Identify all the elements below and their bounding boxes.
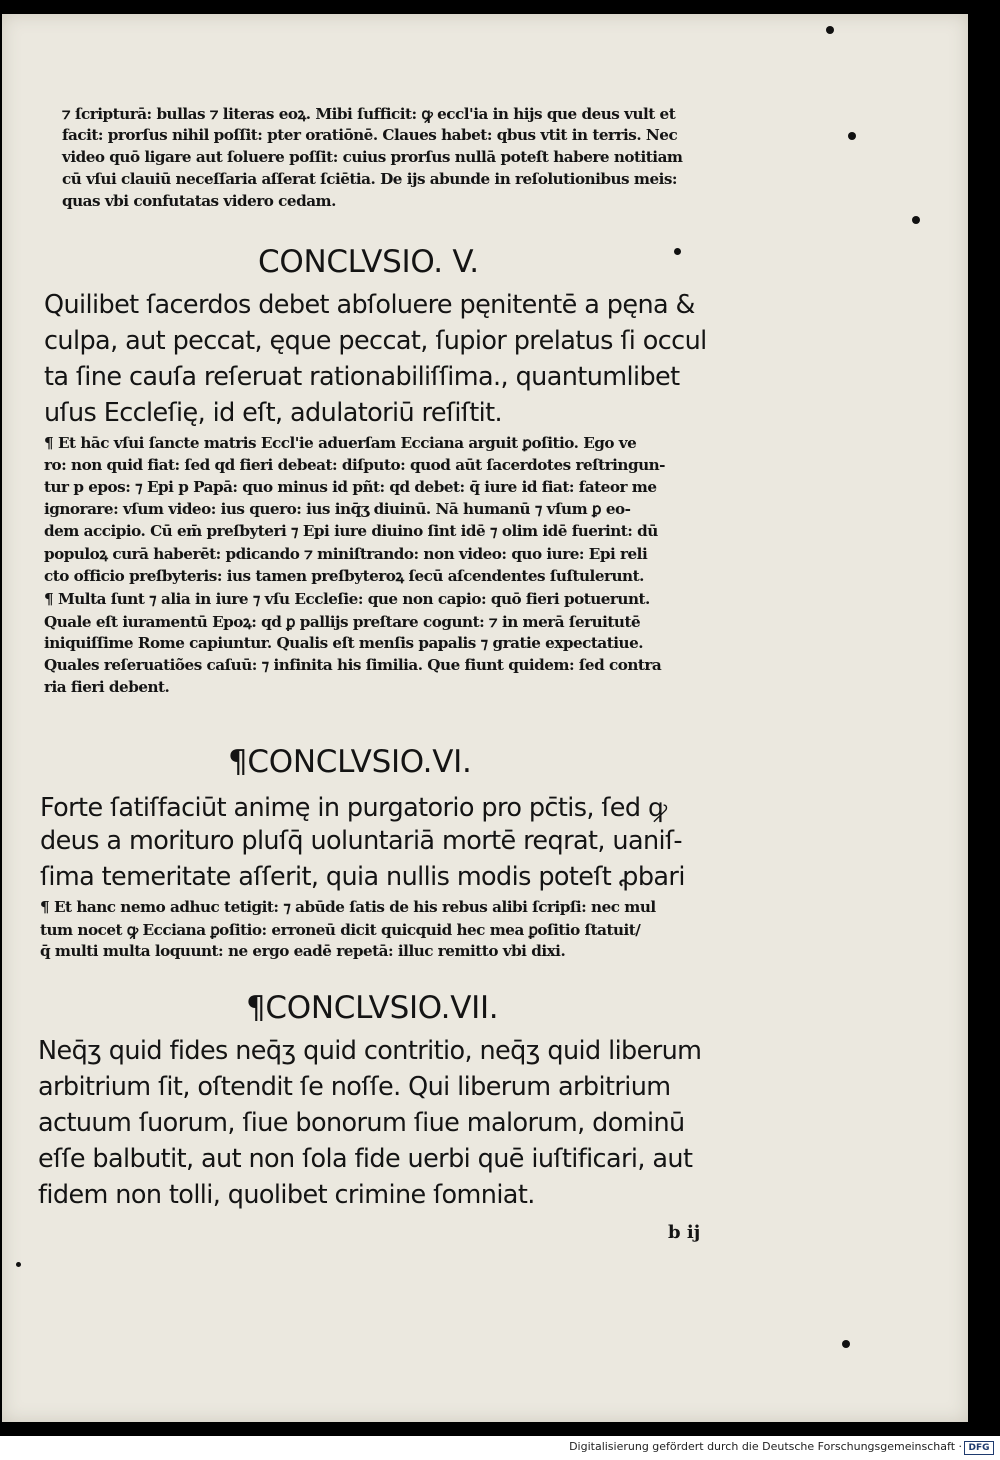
text-line: ro: non quid fiat: ſed qd fieri debeat: diſputo: quod aūt ſacerdotes reſtringun- bbox=[44, 456, 665, 474]
text-line: fidem non tolli, quolibet crimine ſomniat. bbox=[38, 1180, 535, 1210]
page-speck bbox=[826, 26, 834, 34]
text-line: video quō ligare aut ſoluere poſſit: cuius prorſus nullā poteſt habere notitiam bbox=[62, 148, 683, 166]
text-line: populoꝝ curā haberēt: pdicando ⁊ miniſtrando: non video: quo iure: Epi reli bbox=[44, 545, 648, 563]
text-line: Quales reſeruatiões caſuū: ⁊ infinita his ſimilia. Que fiunt quidem: ſed contra bbox=[44, 656, 662, 674]
text-line: actuum ſuorum, ſiue bonorum ſiue malorum, dominū bbox=[38, 1108, 685, 1138]
text-line: cū vſui clauiū neceſſaria aſſerat ſciētia. De ijs abunde in reſolutionibus meis: bbox=[62, 170, 678, 188]
text-line: dem accipio. Cū em̄ preſbyteri ⁊ Epi iure diuino ſint idē ⁊ olim idē fuerint: dū bbox=[44, 522, 658, 540]
footer-credit: Digitalisierung gefördert durch die Deutsche Forschungsgemeinschaft · bbox=[569, 1440, 962, 1453]
text-line: ¶ Et hanc nemo adhuc tetigit: ⁊ abūde ſatis de his rebus alibi ſcripſi: nec mul bbox=[40, 898, 656, 916]
text-line: cto officio preſbyteris: ius tamen preſbyteroꝝ ſecū aſcendentes ſuſtulerunt. bbox=[44, 567, 644, 585]
text-line: ¶ Multa ſunt ⁊ alia in iure ⁊ vſu Eccleſie: que non capio: quō fieri potuerunt. bbox=[44, 590, 650, 608]
dfg-logo-icon: DFG bbox=[964, 1441, 994, 1455]
text-line: iniquiſſime Rome capiuntur. Qualis eſt menſis papalis ⁊ gratie expectatiue. bbox=[44, 634, 644, 652]
text-line: ¶ Et hāc vſui ſancte matris Eccl'ie aduerſam Ecciana arguit ꝑoſitio. Ego ve bbox=[44, 434, 637, 452]
text-line: Forte ſatiſfaciūt animę in purgatorio pro pc̄tis, ſed ꝙ bbox=[40, 793, 667, 823]
text-line: tum nocet ꝙ Ecciana ꝑoſitio: erroneū dicit quicquid hec mea ꝑoſitio ſtatuit/ bbox=[40, 921, 641, 939]
conclusio-heading: ¶CONCLVSIO.VI. bbox=[228, 744, 472, 780]
text-line: deus a morituro pluſq̄ uoluntariā mortē reqrat, uaniſ- bbox=[40, 826, 683, 856]
text-line: tur p epos: ⁊ Epi p Papā: quo minus id pñt: qd debet: q̄ iure id fiat: fateor me bbox=[44, 478, 657, 496]
text-line: facit: prorſus nihil poſſit: pter oratiōnē. Claues habet: qbus vtit in terris. Nec bbox=[62, 126, 678, 144]
text-line: culpa, aut peccat, ęque peccat, ſupior prelatus ſi occul bbox=[44, 326, 707, 356]
page-speck bbox=[674, 248, 681, 255]
text-line: q̄ multi multa loquunt: ne ergo eadē repetā: illuc remitto vbi dixi. bbox=[40, 942, 566, 960]
signature-mark: b ij bbox=[668, 1222, 701, 1243]
page-speck bbox=[16, 1262, 21, 1267]
book-page bbox=[2, 14, 968, 1422]
text-line: ta ſine cauſa reſeruat rationabiliſſima., quantumlibet bbox=[44, 362, 680, 392]
text-line: Quilibet ſacerdos debet abſoluere pęnitentē a pęna & bbox=[44, 290, 695, 320]
text-line: ⁊ ſcripturā: bullas ⁊ literas eoꝝ. Mibi ſufficit: ꝙ eccl'ia in hijs que deus vult et bbox=[62, 105, 676, 123]
page-speck bbox=[912, 216, 920, 224]
text-line: ſima temeritate aſſerit, quia nullis modis poteſt ꝓbari bbox=[40, 862, 685, 892]
page-speck bbox=[848, 132, 856, 140]
text-line: quas vbi confutatas videro cedam. bbox=[62, 192, 336, 210]
text-line: ignorare: vſum video: ius quero: ius inq̄ʒ diuinū. Nā humanū ⁊ vſum ꝑ eo- bbox=[44, 500, 631, 518]
text-line: arbitrium ſit, oſtendit ſe noſſe. Qui liberum arbitrium bbox=[38, 1072, 671, 1102]
text-line: ria fieri debent. bbox=[44, 678, 170, 696]
footer-bar bbox=[0, 1436, 1000, 1460]
page-speck bbox=[842, 1340, 850, 1348]
conclusio-heading: CONCLVSIO. V. bbox=[258, 244, 479, 280]
text-line: Quale eſt iuramentū Epoꝝ: qd ꝑ pallijs preſtare cogunt: ⁊ in merā ſeruitutē bbox=[44, 613, 641, 631]
text-line: Neq̄ʒ quid fides neq̄ʒ quid contritio, neq̄ʒ quid liberum bbox=[38, 1036, 702, 1066]
text-line: eſſe balbutit, aut non ſola fide uerbi quē iuſtificari, aut bbox=[38, 1144, 693, 1174]
text-line: uſus Eccleſię, id eſt, adulatoriū reſiſtit. bbox=[44, 398, 502, 428]
conclusio-heading: ¶CONCLVSIO.VII. bbox=[246, 990, 499, 1026]
